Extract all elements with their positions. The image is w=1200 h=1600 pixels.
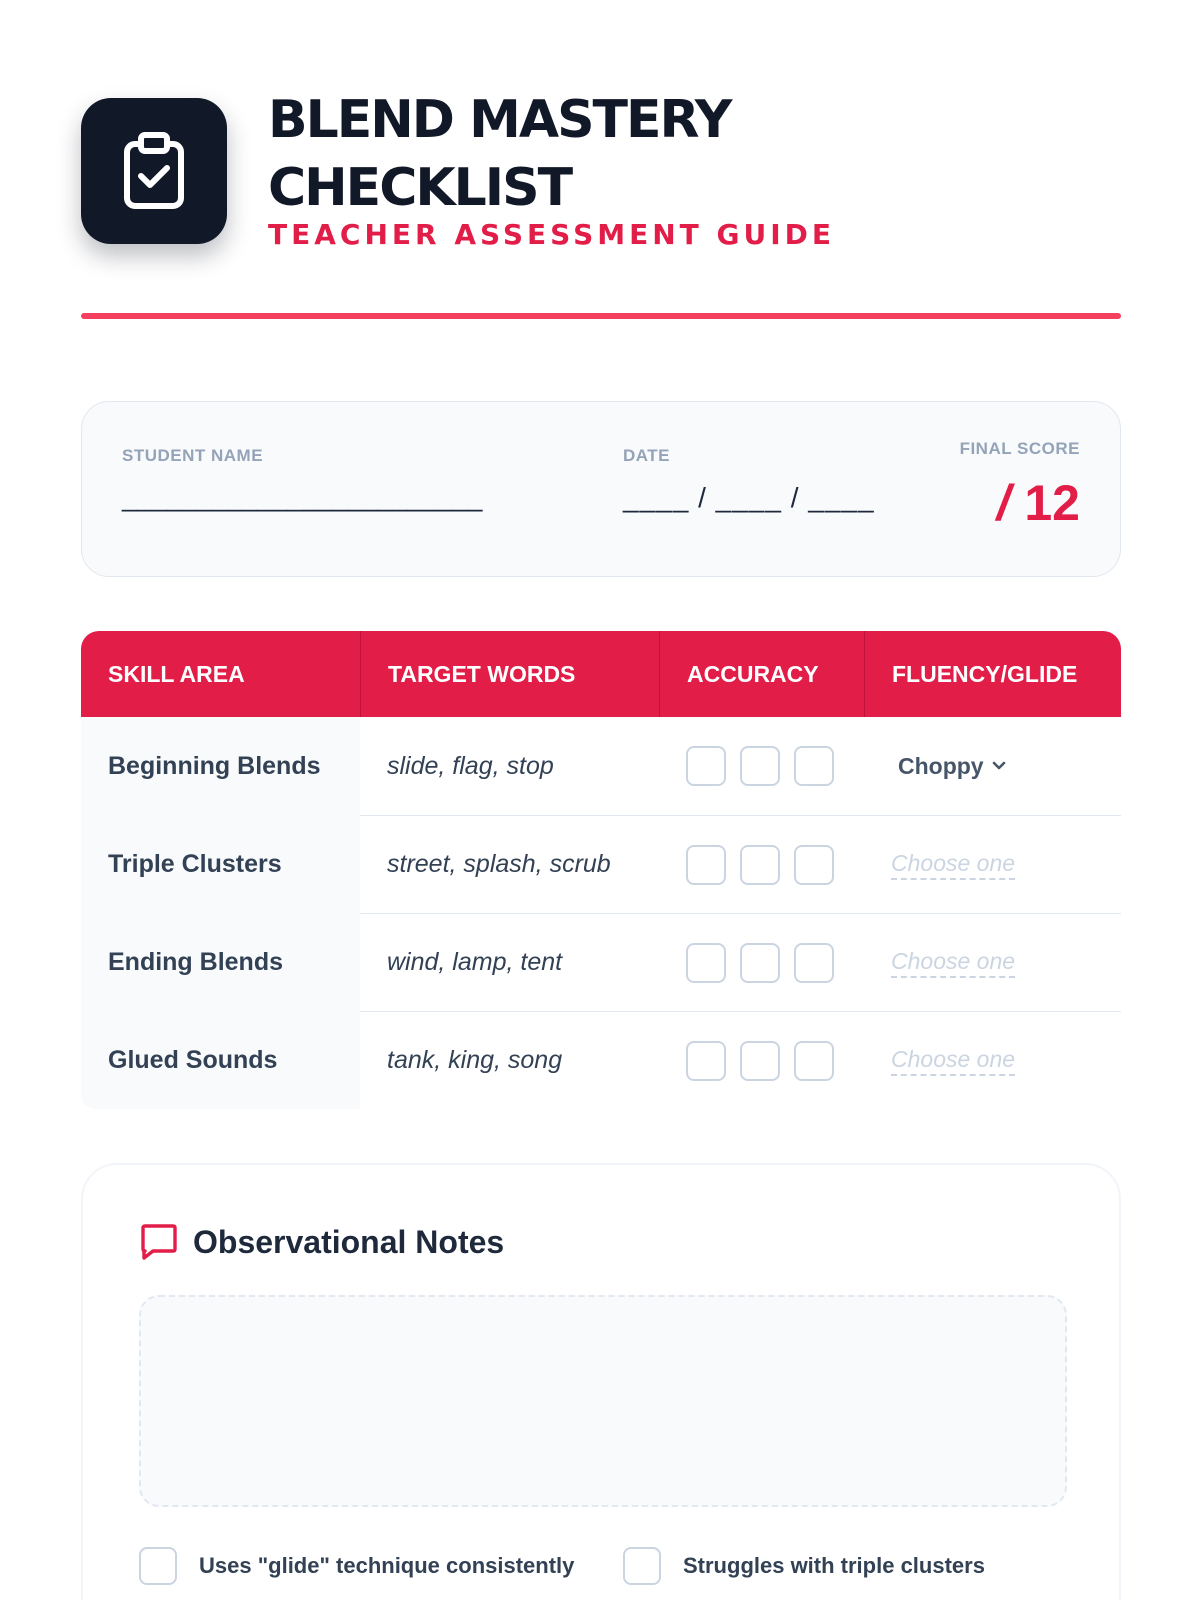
fluency-select[interactable] (891, 753, 1006, 780)
notes-option-checkbox[interactable] (623, 1547, 661, 1585)
accuracy-checkbox[interactable] (740, 943, 780, 983)
accuracy-checkbox[interactable] (740, 1041, 780, 1081)
accuracy-checkbox[interactable] (794, 1041, 834, 1081)
fluency-cell (864, 815, 1121, 913)
accuracy-checkbox[interactable] (794, 746, 834, 786)
date-field[interactable]: ____ / ____ / ____ (623, 482, 875, 513)
page-subtitle: TEACHER ASSESSMENT GUIDE (268, 218, 836, 251)
clipboard-check-icon (81, 98, 227, 244)
column-header-target-words: TARGET WORDS (360, 631, 659, 717)
accuracy-checkbox[interactable] (686, 845, 726, 885)
page-title-line-1: BLEND MASTERY (268, 90, 731, 150)
skill-area-cell: Beginning Blends (81, 717, 360, 815)
student-name-field[interactable]: ________________________ (122, 482, 483, 512)
accuracy-checkbox[interactable] (686, 943, 726, 983)
notes-textarea[interactable] (139, 1295, 1067, 1507)
final-score-value (997, 474, 1080, 532)
header-divider (81, 313, 1121, 319)
column-header-fluency: FLUENCY/GLIDE (864, 631, 1121, 717)
observational-notes-card (81, 1163, 1121, 1600)
target-words-cell: wind, lamp, tent (360, 913, 659, 1011)
fluency-select-placeholder[interactable]: Choose one (891, 948, 1015, 978)
final-score-slash: / (996, 475, 1011, 531)
column-header-accuracy: ACCURACY (659, 631, 864, 717)
skill-area-cell: Triple Clusters (81, 815, 360, 913)
date-label: DATE (623, 446, 671, 465)
page-header (81, 86, 1121, 256)
page-title-line-2: CHECKLIST (268, 158, 572, 218)
table-row (81, 815, 1121, 913)
assessment-table (81, 631, 1121, 1109)
accuracy-checkbox[interactable] (740, 845, 780, 885)
table-header (81, 631, 1121, 717)
notes-title: Observational Notes (193, 1223, 505, 1260)
fluency-cell (864, 717, 1121, 815)
accuracy-cell (659, 717, 864, 815)
chevron-down-icon (992, 761, 1006, 771)
final-score-label: FINAL SCORE (959, 439, 1080, 458)
accuracy-cell (659, 913, 864, 1011)
notes-option-label: Uses "glide" technique consistently (199, 1553, 575, 1578)
target-words-cell: slide, flag, stop (387, 751, 554, 780)
accuracy-cell (659, 815, 864, 913)
notes-option-checkbox[interactable] (139, 1547, 177, 1585)
notes-option[interactable] (139, 1547, 574, 1585)
table-row (81, 1011, 1121, 1109)
accuracy-checkbox[interactable] (686, 746, 726, 786)
notes-option[interactable] (623, 1547, 985, 1585)
notes-header (139, 1223, 504, 1261)
column-header-skill-area: SKILL AREA (108, 660, 245, 687)
target-words-cell: tank, king, song (360, 1011, 659, 1109)
fluency-cell (864, 1011, 1121, 1109)
target-words-cell: street, splash, scrub (360, 815, 659, 913)
message-square-icon (139, 1223, 179, 1261)
page-title (268, 86, 1028, 222)
table-row (81, 717, 1121, 815)
accuracy-cell (659, 1011, 864, 1109)
fluency-cell (864, 913, 1121, 1011)
accuracy-checkbox[interactable] (740, 746, 780, 786)
accuracy-checkbox[interactable] (794, 943, 834, 983)
student-info-card (81, 401, 1121, 577)
accuracy-checkbox[interactable] (794, 845, 834, 885)
final-score-total: 12 (1024, 475, 1080, 531)
table-row (81, 913, 1121, 1011)
notes-option-label: Struggles with triple clusters (683, 1553, 985, 1578)
fluency-select-placeholder[interactable]: Choose one (891, 850, 1015, 880)
skill-area-cell: Ending Blends (81, 913, 360, 1011)
accuracy-checkbox[interactable] (686, 1041, 726, 1081)
fluency-select-placeholder[interactable]: Choose one (891, 1046, 1015, 1076)
skill-area-cell: Glued Sounds (81, 1011, 360, 1109)
student-name-label: STUDENT NAME (122, 446, 264, 465)
fluency-select-value: Choppy (898, 752, 984, 779)
